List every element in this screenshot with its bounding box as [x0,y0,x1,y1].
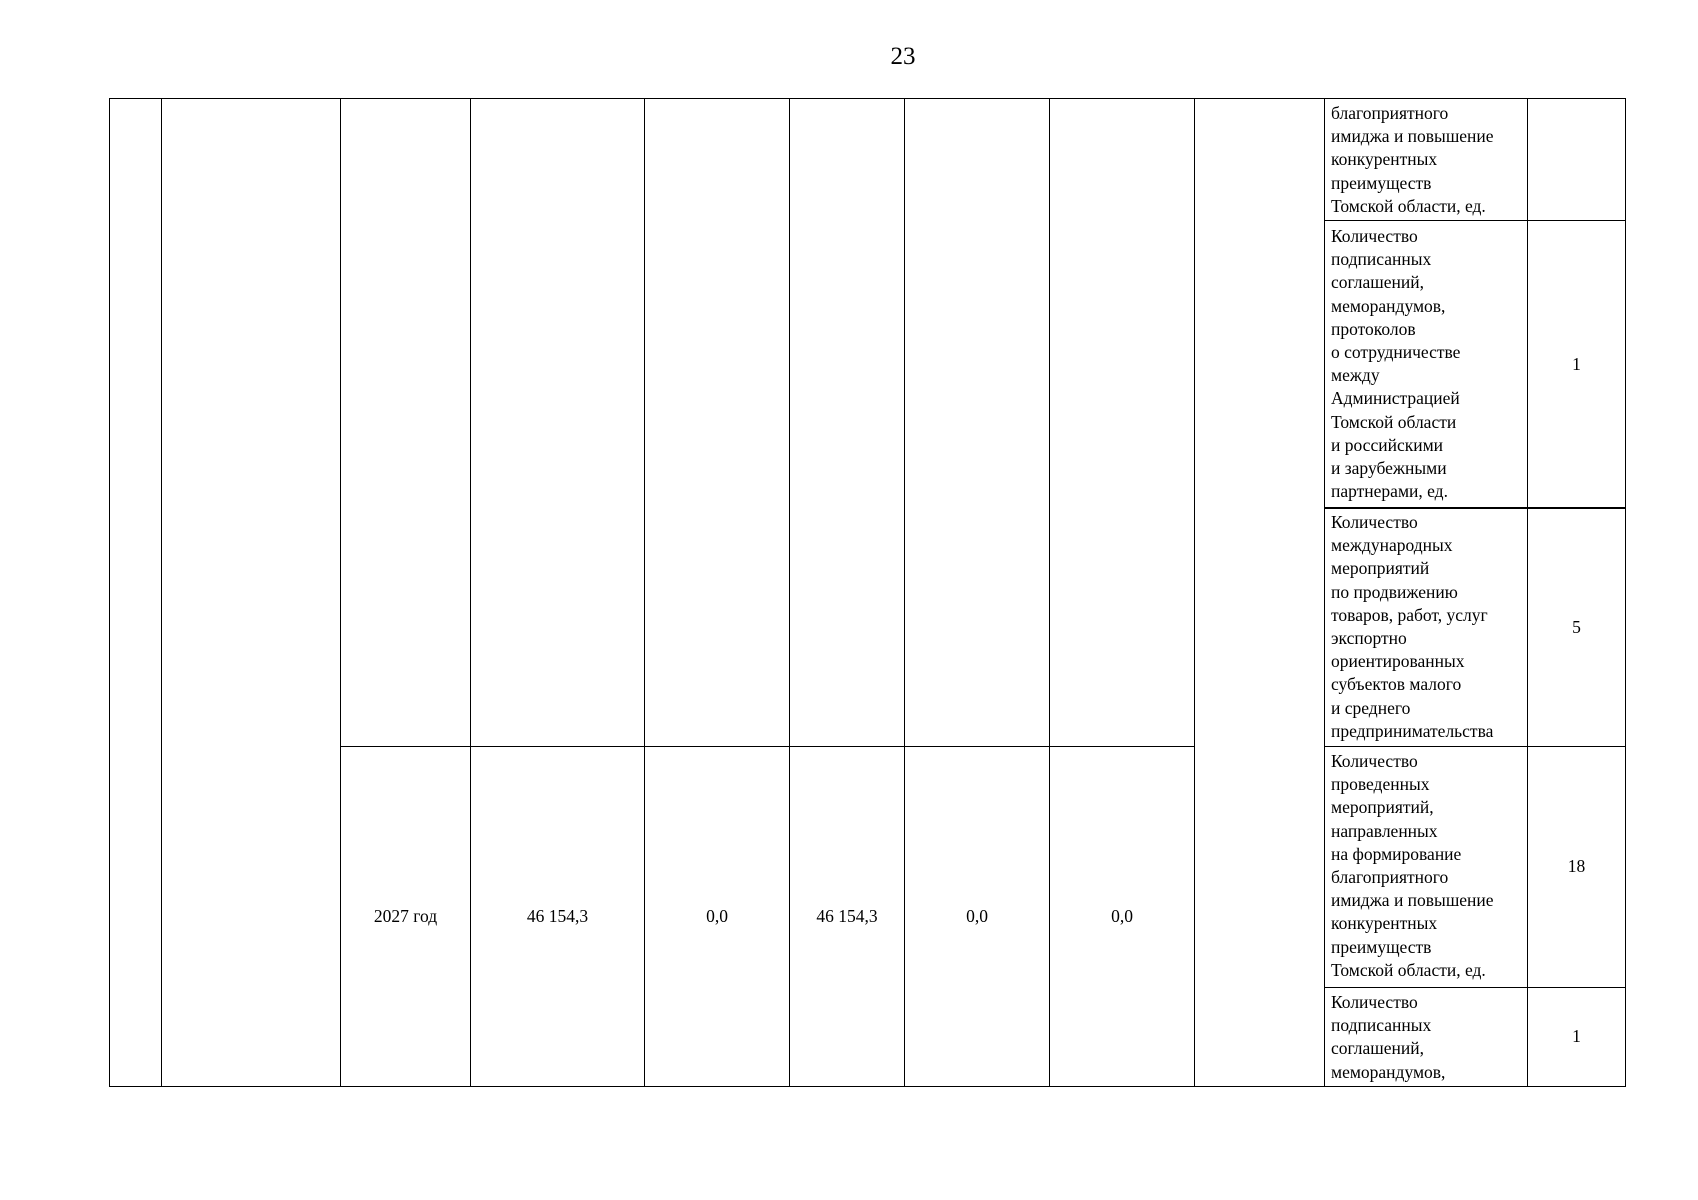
local-cell: 0,0 [966,906,988,926]
table-top-border [109,98,1626,99]
other-cell: 0,0 [1111,906,1133,926]
indicator-row-border [1324,507,1626,509]
year-cell: 2027 год [373,906,438,926]
regional-cell: 46 154,3 [816,906,878,926]
col-border [109,98,110,1087]
indicator-text: Количество проведенных мероприятий, направленных на формирование благоприятного имиджа и повышение конкурентных преимуществ Томской области, ед. [1331,751,1494,980]
col-border [789,98,790,1087]
page-number: 23 [890,43,916,70]
col-border [904,98,905,1087]
indicator-value: 18 [1567,856,1586,876]
total-cell: 46 154,3 [526,906,589,926]
col-border [1527,98,1528,1087]
col-border [1324,98,1325,1087]
indicator-text: благоприятного имиджа и повышение конкурентных преимуществ Томской области, ед. [1331,103,1494,216]
col-border [644,98,645,1087]
col-border [1194,98,1195,1087]
indicator-value: 1 [1572,354,1581,374]
col-border [1625,98,1626,1087]
col-border [1049,98,1050,1087]
col-border [340,98,341,1087]
table-bottom-border [109,1086,1626,1087]
row-border-2027 [340,746,1195,747]
indicator-text: Количество международных мероприятий по продвижению товаров, работ, услуг экспортно ориентированных субъектов малого и среднего предпринимательства [1331,512,1494,741]
indicator-row-border [1324,220,1626,221]
indicator-row-border [1324,987,1626,988]
col-border [470,98,471,1087]
federal-cell: 0,0 [706,906,728,926]
indicator-text: Количество подписанных соглашений, меморандумов, протоколов о сотрудничестве между Администрацией Томской области и российскими и зарубежными партнерами, ед. [1331,226,1461,502]
indicator-row-border [1324,746,1626,747]
indicator-text: Количество подписанных соглашений, меморандумов, [1331,992,1446,1082]
col-border [161,98,162,1087]
indicator-value: 1 [1572,1026,1581,1046]
indicator-value: 5 [1572,617,1581,637]
